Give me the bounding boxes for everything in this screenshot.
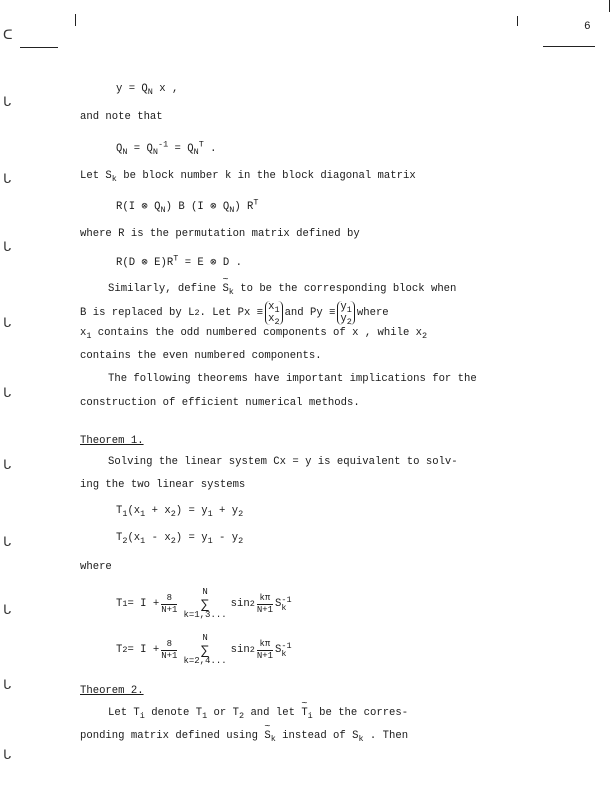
margin-mark-icon: ᑕ — [3, 28, 13, 43]
margin-mark-icon: ᒐ — [3, 678, 12, 693]
text-line: Let $T_i$ denote $T_1$ or $T_2$ and let ~ $T_i$ be the corres- — [108, 708, 408, 719]
text-line: Similarly, define ~ $S_k$ to be the corresponding block when — [108, 284, 456, 295]
equation-t2-definition: T 2 = I + $\frac{8}{N+1}$ N ∑ k=2,4... sin 2 $\frac{k\pi}{N+1}$ S -1 k — [116, 632, 292, 666]
text-line: Let $S_k$ be block number k in the block diagonal matrix — [80, 170, 416, 185]
text-line: where R is the permutation matrix defined by — [80, 228, 360, 240]
page-number: 6 — [584, 21, 591, 33]
equation-t1-definition: T 1 = I + $\frac{8}{N+1}$ N ∑ k=1,3... sin 2 $\frac{k\pi}{N+1}$ S -1 k — [116, 586, 292, 620]
theorem-2-heading: Theorem 2. — [80, 685, 144, 697]
top-right-rule — [543, 46, 595, 47]
margin-mark-icon: ᒐ — [3, 316, 12, 331]
margin-mark-icon: ᒐ — [3, 172, 12, 187]
text-line: contains the even numbered components. — [80, 350, 322, 362]
vector-px: $x_1$ $x_2$ — [265, 301, 282, 325]
equation-t2-system: $T_2(x_1 - x_2) = y_1 - y_2$ — [116, 532, 244, 547]
text-line: where — [80, 561, 112, 573]
margin-mark-icon: ᒐ — [3, 240, 12, 255]
top-left-rule — [20, 47, 58, 48]
text-line: B is replaced by L 2 . Let Px ≡ $x_1$ $x_2$ and Py ≡ $y_1$ $y_2$ where — [80, 300, 389, 328]
margin-mark-icon: ᒐ — [3, 535, 12, 550]
left-tick-mark — [75, 14, 76, 26]
equation-permutation: R(D ⊗ $E)R^T = E$ ⊗ D . — [116, 253, 242, 269]
text-line: The following theorems have important implications for the — [108, 373, 477, 385]
margin-mark-icon: ᒐ — [3, 458, 12, 473]
text-line: ponding matrix defined using ~ $S_k$ instead of $S_k$ . Then — [80, 731, 408, 742]
text-line: construction of efficient numerical methods. — [80, 397, 360, 409]
text-line: Solving the linear system Cx = y is equivalent to solv- — [108, 456, 458, 468]
right-tick-mark — [517, 16, 518, 26]
edge-mark — [609, 0, 610, 12]
margin-mark-icon: ᒐ — [3, 748, 12, 763]
theorem-1-heading: Theorem 1. — [80, 435, 144, 447]
text-line: $x_1$ contains the odd numbered components of x , while $x_2$ — [80, 327, 428, 342]
equation-t1-system: $T_1(x_1 + x_2) = y_1 + y_2$ — [116, 505, 244, 520]
text-line: and note that — [80, 111, 163, 123]
text-line: ing the two linear systems — [80, 479, 246, 491]
equation-y-qn-x: $y = Q_N$ x , — [116, 83, 179, 98]
equation-block-diagonal: R(I ⊗ $Q_N$) B (I ⊗ $Q_N$) $R^T$ — [116, 197, 259, 216]
equation-qn-inverse: $Q_N = Q_N^{-1} = Q_N^T$ . — [116, 139, 217, 158]
vector-py: $y_1$ $y_2$ — [337, 301, 354, 325]
margin-mark-icon: ᒐ — [3, 95, 12, 110]
margin-mark-icon: ᒐ — [3, 603, 12, 618]
margin-mark-icon: ᒐ — [3, 386, 12, 401]
